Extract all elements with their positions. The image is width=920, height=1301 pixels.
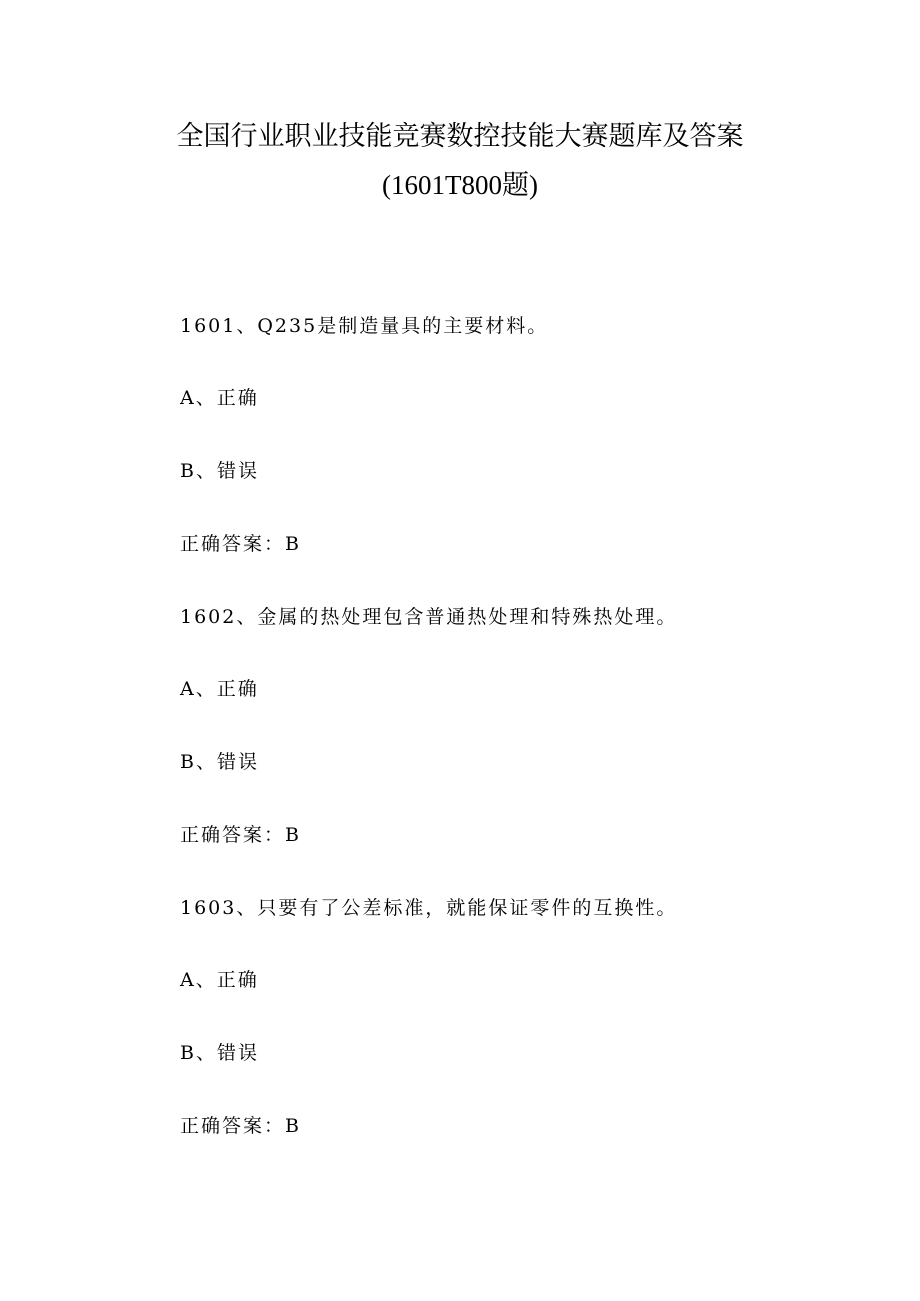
option-a: A、正确	[180, 678, 259, 700]
document-subtitle: (1601T800题)	[382, 170, 538, 200]
option-a: A、正确	[180, 969, 259, 991]
correct-answer: 正确答案：B	[180, 533, 301, 555]
question-stem: 1602、金属的热处理包含普通热处理和特殊热处理。	[180, 606, 678, 628]
document-title: 全国行业职业技能竞赛数控技能大赛题库及答案	[176, 121, 744, 152]
option-a: A、正确	[180, 387, 259, 409]
option-b: B、错误	[180, 460, 259, 482]
question-stem: 1603、只要有了公差标准，就能保证零件的互换性。	[180, 897, 678, 919]
option-b: B、错误	[180, 751, 259, 773]
correct-answer: 正确答案：B	[180, 1115, 301, 1137]
correct-answer: 正确答案：B	[180, 824, 301, 846]
question-stem: 1601、Q235是制造量具的主要材料。	[180, 315, 549, 337]
option-b: B、错误	[180, 1042, 259, 1064]
